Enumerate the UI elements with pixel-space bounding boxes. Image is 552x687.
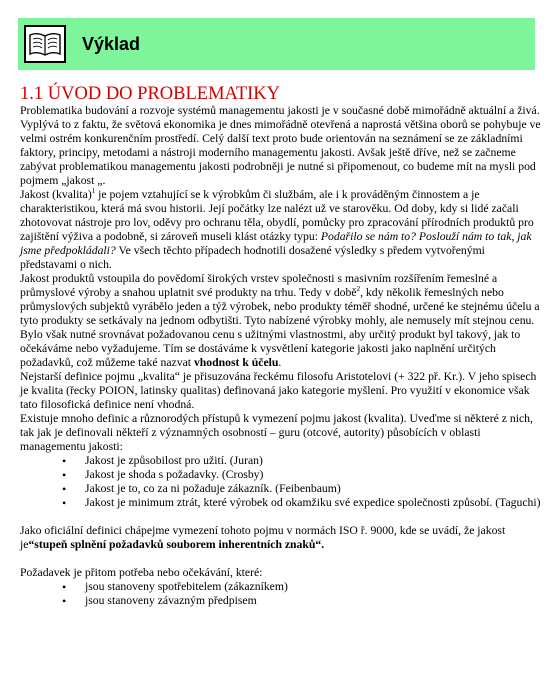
italic-question: Podařilo se nám to? Poslouží nám to tak, jak jsme předpokládali? — [20, 230, 532, 257]
open-book-icon — [24, 25, 66, 63]
text-span: Jako oficiální definici chápejme vymezení tohoto pojmu v normách ISO ř. 9000, kde se uvádí, že jakost je — [20, 524, 506, 551]
definition-list — [62, 454, 542, 510]
list-item: • Jakost je způsobilost pro užití. (Juran) — [62, 454, 542, 468]
list-item: • Jakost je minimum ztrát, které výrobek od okamžiku své expedice společnosti způsobí. (Taguchi) — [62, 496, 542, 510]
text-span: Požadavek je přitom potřeba nebo očekávání, které: — [20, 566, 263, 579]
paragraph-definitions — [20, 412, 542, 454]
text-span: Jakost (kvalita) — [20, 188, 92, 201]
text-span: “. — [315, 538, 325, 551]
banner-title: Výklad — [82, 33, 141, 54]
text-span: Problematika budování a rozvoje systémů managementu jakosti je v současné době mimořádně aktuální a živá. Vyplývá to z faktu, že světová ekonomika je dnes mimořádně otevřená a naprostá většina oborů se pohybuje ve velmi ostrém konkurenčním prostředí. Celý další text proto bude orientován na seznámení se ze základními faktory, principy, metodami a nástroji moderního managementu jakosti. Avšak ještě dříve, než se začneme zabývat problematikou managementu jakosti podrobněji je nutné si připomenout, co budeme mít na mysli pod pojmem „jakost „. — [20, 104, 541, 187]
list-item: • jsou stanoveny závazným předpisem — [62, 594, 542, 608]
paragraph-products — [20, 272, 542, 370]
paragraph-iso — [20, 524, 542, 552]
document-body — [20, 84, 542, 608]
text-span: Jakost produktů vstoupila do povědomí širokých vrstev společnosti s masivním rozšířením řemeslné a průmyslové výroby a snahou uplatnit své produkty na trhu. Tedy v době — [20, 272, 498, 299]
text-span: Ve všech těchto případech hodnotili dosažené výsledky s předem vytvořenými představami o nich. — [20, 244, 485, 271]
list-item: • jsou stanoveny spotřebitelem (zákazníkem) — [62, 580, 542, 594]
requirement-list — [62, 580, 542, 608]
text-span: . — [278, 356, 282, 369]
section-banner — [18, 18, 535, 70]
paragraph-quality-definition — [20, 188, 542, 272]
text-span: , kdy několik řemeslných nebo průmyslových subjektů vyrábělo jeden a týž výrobek, nebo produkty téměř shodné, určené ke stejnému účelu a tyto produkty se setkávaly na jednom odbytišti. Tyto nabízené výrobky mohly, ale nemusely mít stejnou cenu. Bylo však nutné srovnávat požadovanou cenu s užitnými vlastnostmi, aby určitý produkt byl takový, jak to očekáváme nebo vyžadujeme. Tím se dostáváme k vysvětlení kategorie jakosti jako naplnění určitých požadavků, což můžeme také nazvat — [20, 286, 540, 369]
list-item: • Jakost je to, co za ni požaduje zákazník. (Feibenbaum) — [62, 482, 542, 496]
text-span: Nejstarší definice pojmu „kvalita“ je přisuzována řeckému filosofu Aristotelovi (+ 322 př. Kr.). V jeho spisech je kvalita (řecky POION, latinsky qualitas) definovaná jako kategorie myšlení. Pro využití v ekonomice však tato filosofická definice není vhodná. — [20, 370, 537, 411]
bold-term: vhodnost k účelu — [193, 356, 279, 369]
bold-definition: “stupeň splnění požadavků souborem inherentních znaků — [28, 538, 316, 551]
section-heading: 1.1 ÚVOD DO PROBLEMATIKY — [20, 84, 281, 104]
paragraph-requirement — [20, 566, 542, 580]
list-item: • Jakost je shoda s požadavky. (Crosby) — [62, 468, 542, 482]
text-span: Existuje mnoho definic a různorodých přístupů k vymezení pojmu jakost (kvalita). Uveďme si některé z nich, tak jak je definovali někteří z významných osobností – guru (otcové, autority) působících v oblasti managementu jakosti: — [20, 412, 533, 453]
footnote-marker: 1 — [91, 187, 96, 196]
footnote-marker: 2 — [356, 285, 361, 294]
paragraph-intro — [20, 104, 542, 188]
paragraph-aristotle — [20, 370, 542, 412]
text-span: je pojem vztahující se k výrobkům či službám, ale i k prováděným činnostem a je charakteristikou, která má svou historii. Její počátky lze nalézt už ve starověku. Od doby, kdy si lidé začali zhotovovat nástroje pro lov, oděvy pro ochranu těla, obydlí, pomůcky pro zpracování přírodních produktů pro zajištění výživa a podobně, si zároveň museli klást otázky typu: — [20, 188, 534, 243]
